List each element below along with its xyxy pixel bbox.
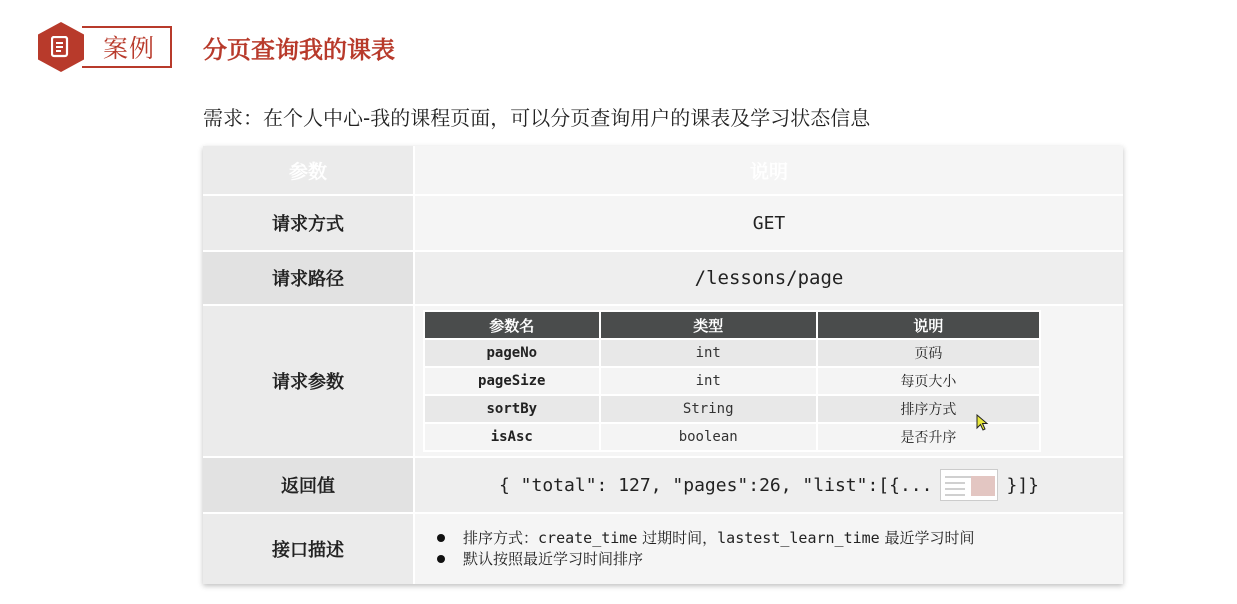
param-desc: 页码 [817,339,1040,367]
table-row-params [203,304,1123,456]
list-item: 排序方式：create_time 过期时间，lastest_learn_time 最近学习时间 [433,528,974,549]
api-spec-table [203,146,1123,584]
table-row-api-desc [203,512,1123,584]
param-type: int [600,339,817,367]
params-header-type: 类型 [600,311,817,339]
header-desc: 说明 [415,146,1123,194]
return-prefix: { "total": 127, "pages":26, "list":[{... [499,474,933,496]
screenshot-thumbnail [940,469,998,501]
table-row [424,395,1040,423]
table-row-method [203,194,1123,250]
method-label: 请求方式 [203,196,415,250]
api-desc-cell [415,514,1123,584]
requirement-text: 需求：在个人中心-我的课程页面，可以分页查询用户的课表及学习状态信息 [203,106,871,130]
return-value [499,469,1039,501]
table-row [424,423,1040,451]
param-name: isAsc [424,423,600,451]
mouse-pointer-icon [976,414,990,432]
param-type: boolean [600,423,817,451]
api-desc-list [433,528,974,570]
method-value: GET [415,196,1123,250]
param-desc: 排序方式 [817,395,1040,423]
param-type: int [600,367,817,395]
params-table [423,310,1041,452]
table-row [424,367,1040,395]
return-cell [415,458,1123,512]
param-name: pageNo [424,339,600,367]
case-badge-label: 案例 [82,26,172,68]
param-name: pageSize [424,367,600,395]
table-row-return [203,456,1123,512]
params-header-desc: 说明 [817,311,1040,339]
params-label: 请求参数 [203,306,415,456]
param-type: String [600,395,817,423]
param-desc: 每页大小 [817,367,1040,395]
page-title: 分页查询我的课表 [203,36,395,64]
table-row [424,339,1040,367]
params-header-name: 参数名 [424,311,600,339]
list-item: 默认按照最近学习时间排序 [433,549,974,570]
params-cell [415,306,1123,456]
table-header-row [203,146,1123,194]
case-badge-icon-wrap [38,22,84,72]
param-name: sortBy [424,395,600,423]
api-desc-label: 接口描述 [203,514,415,584]
return-suffix: }]} [1006,474,1039,496]
return-label: 返回值 [203,458,415,512]
table-row-path [203,250,1123,304]
document-icon [51,36,71,58]
header-param: 参数 [203,146,415,194]
path-label: 请求路径 [203,252,415,304]
param-desc: 是否升序 [817,423,1040,451]
params-header-row [424,311,1040,339]
path-value: /lessons/page [415,252,1123,304]
